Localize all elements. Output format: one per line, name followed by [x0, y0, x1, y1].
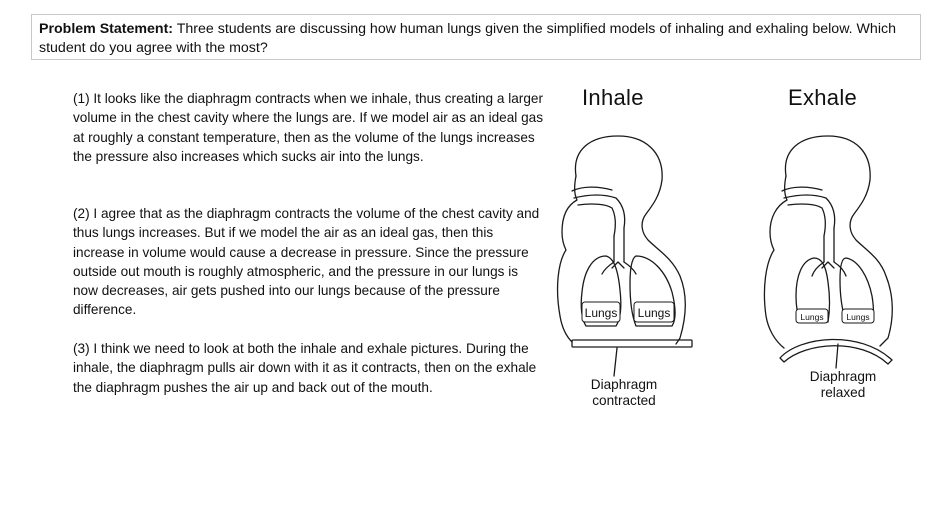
exhale-anatomy-drawing — [764, 136, 892, 368]
exhale-lung-label-right: Lungs — [846, 312, 870, 322]
student-1-statement: (1) It looks like the diaphragm contracts when we inhale, thus creating a larger volume in the chest cavity where the lungs are. If we model air as an ideal gas at roughly a constant temperature, then as the volume of the lungs increases the pressure also increases which sucks air into the lungs. — [73, 91, 543, 164]
student-2-statement: (2) I agree that as the diaphragm contracts the volume of the chest cavity and thus lungs increases. But if we model the air as an ideal gas, then this increase in volume would cause a decrease in pressure. Since the pressure outside out mouth is roughly atmospheric, and the pressure in our lungs is now decreases, air gets pushed into our lungs because of the pressure difference. — [73, 206, 540, 318]
exhale-caption-line2: relaxed — [820, 385, 866, 400]
problem-text: Three students are discussing how human lungs given the simplified models of inhaling and exhaling below. Which student do you agree with the most? — [39, 21, 896, 56]
inhale-diaphragm-caption — [572, 377, 676, 409]
inhale-anatomy-drawing — [558, 136, 692, 376]
inhale-lung-label-right: Lungs — [637, 306, 671, 320]
inhale-title: Inhale — [582, 85, 644, 110]
student-3-statement: (3) I think we need to look at both the inhale and exhale pictures. During the inhale, the diaphragm pulls air down with it as it contracts, then on the exhale the diaphragm pushes the air up and back out of the mouth. — [73, 341, 537, 395]
inhale-caption-line2: contracted — [592, 393, 656, 408]
problem-label: Problem Statement: — [39, 21, 174, 37]
exhale-title: Exhale — [788, 85, 858, 110]
inhale-caption-line1: Diaphragm — [590, 377, 658, 392]
inhale-lung-label-left: Lungs — [584, 306, 618, 320]
exhale-diaphragm-caption — [793, 369, 893, 401]
exhale-lung-label-left: Lungs — [800, 312, 824, 322]
exhale-caption-line1: Diaphragm — [809, 369, 877, 384]
